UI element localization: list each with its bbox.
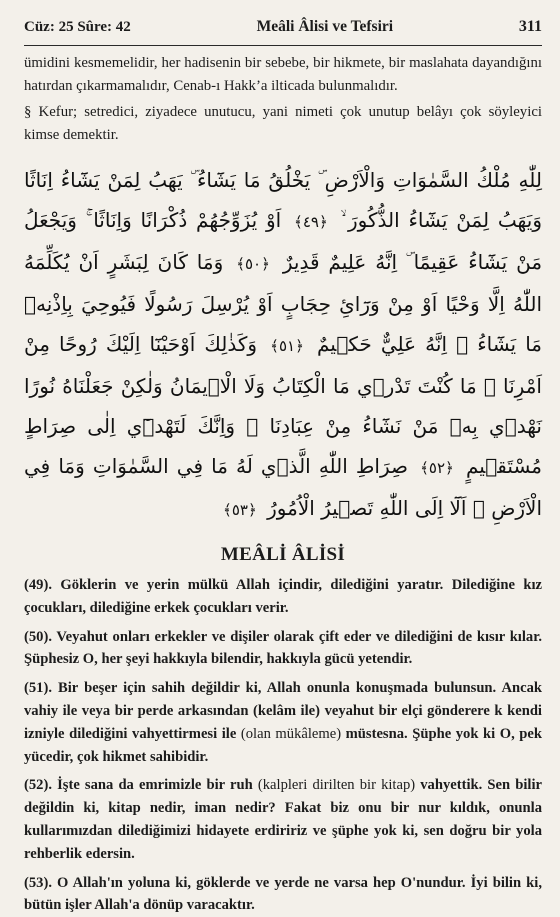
verse-marker-51: ﴿٥١﴾ xyxy=(270,337,304,355)
translation-51-parenthetical: (olan mükâleme) xyxy=(240,725,342,742)
translation-50: (50). Veyahut onları erkekler ve dişiler olarak çift eder ve dilediğini de kısır kılar. Şüphesiz O, her şeyi hakkıyla bilendir, hakkıyla gücü yetendir. xyxy=(24,628,542,668)
section-title: MEÂLİ ÂLİSİ xyxy=(220,544,346,565)
page-number: 311 xyxy=(518,18,542,35)
verse-marker-50: ﴿٥٠﴾ xyxy=(236,255,270,273)
arabic-verse-51: وَمَا كَانَ لِبَشَرٍ اَنْ يُكَلِّمَهُ اللّٰهُ اِلَّا وَحْيًا اَوْ مِنْ وَرَٓائِ حِجَابٍ اَوْ يُرْسِلَ رَسُولًا فَيُوحِيَ بِاِذْنِه۪ مَا يَشَٓاءُ ۜ اِنَّهُ عَلِيٌّ حَك۪يمٌ xyxy=(24,250,543,356)
translation-52-end: vahyettik. Sen bilir değildin ki, kitap nedir, iman nedir? Fakat biz onu bir nur kıldık, onunla kullarımızdan dilediğimizi hidayete erdiririz ve şüphe yok ki, sen doğru bir yola rehberlik edersin. xyxy=(24,777,542,862)
verse-marker-52: ﴿٥٢﴾ xyxy=(420,459,454,477)
running-title: Meâli Âlisi ve Tefsiri xyxy=(256,18,394,35)
header-rule xyxy=(24,45,542,46)
juz-sure-label: Cüz: 25 Sûre: 42 xyxy=(24,19,131,35)
arabic-verses xyxy=(24,160,542,530)
translation-52-main: (52). İşte sana da emrimizle bir ruh xyxy=(24,777,258,794)
intro-paragraph-2: § Kefur; setredici, ziyadece unutucu, yani nimeti çok unutup belâyı çok söyleyici kimse demektir. xyxy=(24,104,542,143)
translation-51 xyxy=(24,677,542,768)
translation-51-main: (51). Bir beşer için sahih değildir ki, Allah onunla konuşmada bulunsun. Ancak vahiy ile veya bir perde arkasından (kelâm ile) veyahut bir elçi gönderere k kendi izniyle dilediğini vahyettirmesi ile xyxy=(24,680,542,742)
arabic-verse-50: اَوْ يُزَوِّجُهُمْ ذُكْرَانًا وَاِنَاثًا ۚ وَيَجْعَلُ مَنْ يَشَٓاءُ عَقِيمًا ۜ اِنَّهُ عَلِيمٌ قَدِيرٌ xyxy=(24,208,543,274)
translation-53: (53). O Allah'ın yoluna ki, göklerde ve yerde ne varsa hep O'nundur. İyi bilin ki, bütün işler Allah'a dönüp varacaktır. xyxy=(24,874,542,914)
intro-paragraph-1: ümidini kesmemelidir, her hadisenin bir sebebe, bir hikmete, bir maslahata dayandığını hatırdan çıkarmamalıdır, Cenab-ı Hakk’a ilticada bulunmalıdır. xyxy=(24,55,542,94)
intro-text xyxy=(24,52,542,146)
translation-51-end: müstesna. Şüphe yok ki O, pek yücedir, çok hikmet sahibidir. xyxy=(24,725,543,765)
translation-52 xyxy=(24,774,542,865)
verse-marker-49: ﴿٤٩﴾ xyxy=(294,213,328,231)
translation-49: (49). Göklerin ve yerin mülkü Allah içindir, dilediğini yaratır. Dilediğine kız çocukları, dilediğine erkek çocukları verir. xyxy=(24,577,542,616)
arabic-verse-49: لِلّٰهِ مُلْكُ السَّمٰوَاتِ وَالْاَرْضِ ۜ يَخْلُقُ مَا يَشَٓاءُ ۜ يَهَبُ لِمَنْ يَشَٓاءُ اِنَاثًا وَيَهَبُ لِمَنْ يَشَٓاءُ الذُّكُورَ ۙ xyxy=(24,168,542,232)
arabic-verse-53: صِرَاطِ اللّٰهِ الَّذ۪ي لَهُ مَا فِي السَّمٰوَاتِ وَمَا فِي الْاَرْضِ ۜ اَلَٓا اِلَى اللّٰهِ تَص۪يرُ الْاُمُورُ xyxy=(24,454,542,520)
translation-section xyxy=(24,574,542,917)
page-header xyxy=(24,0,542,40)
translation-52-parenthetical: (kalpleri dirilten bir kitap) xyxy=(257,777,416,794)
arabic-verse-52: وَكَذٰلِكَ اَوْحَيْنَٓا اِلَيْكَ رُوحًا مِنْ اَمْرِنَا ۜ مَا كُنْتَ تَدْر۪ي مَا الْكِتَابُ وَلَا الْا۪يمَانُ وَلٰكِنْ جَعَلْنَاهُ نُورًا نَهْد۪ي بِه۪ مَنْ نَشَٓاءُ مِنْ عِبَادِنَا ۜ وَاِنَّكَ لَتَهْد۪ٓي اِلٰى صِرَاطٍ مُسْتَق۪يمٍ xyxy=(24,332,542,478)
verse-marker-53: ﴿٥٣﴾ xyxy=(223,501,257,519)
